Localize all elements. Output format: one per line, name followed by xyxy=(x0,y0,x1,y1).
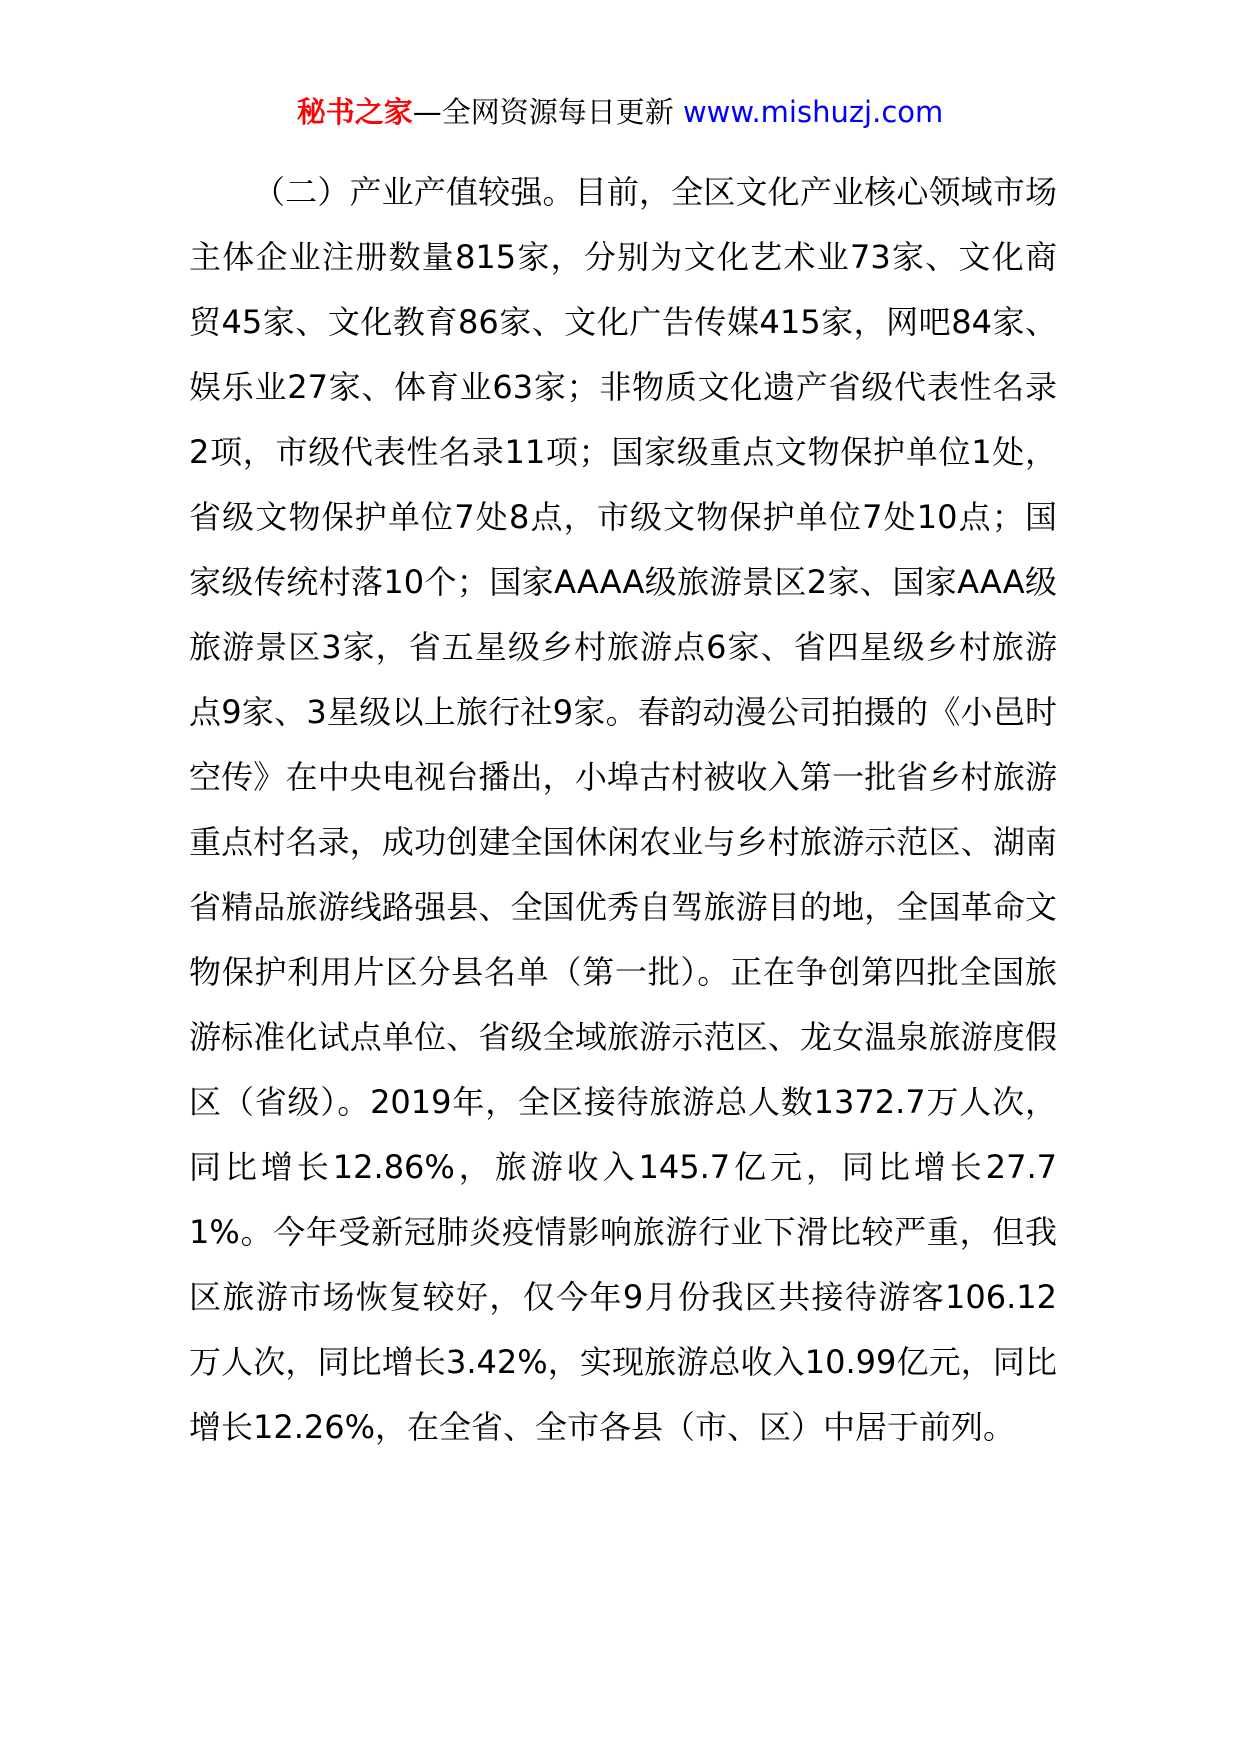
body-paragraph: （二）产业产值较强。目前，全区文化产业核心领域市场主体企业注册数量815家，分别为文化艺术业73家、文化商贸45家、文化教育86家、文化广告传媒415家，网吧84家、娱乐业27家、体育业63家；非物质文化遗产省级代表性名录2项，市级代表性名录11项；国家级重点文物保护单位1处，省级文物保护单位7处8点，市级文物保护单位7处10点；国家级传统村落10个；国家AAAA级旅游景区2家、国家AAA级旅游景区3家，省五星级乡村旅游点6家、省四星级乡村旅游点9家、3星级以上旅行社9家。春韵动漫公司拍摄的《小邑时空传》在中央电视台播出，小埠古村被收入第一批省乡村旅游重点村名录，成功创建全国休闲农业与乡村旅游示范区、湖南省精品旅游线路强县、全国优秀自驾旅游目的地，全国革命文物保护利用片区分县名单（第一批）。正在争创第四批全国旅游标准化试点单位、省级全域旅游示范区、龙女温泉旅游度假区（省级）。2019年，全区接待旅游总人数1372.7万人次，同比增长12.86%，旅游收入145.7亿元，同比增长27.71%。今年受新冠肺炎疫情影响旅游行业下滑比较严重，但我区旅游市场恢复较好，仅今年9月份我区共接待游客106.12万人次，同比增长3.42%，实现旅游总收入10.99亿元，同比增长12.26%，在全省、全市各县（市、区）中居于前列。 xyxy=(189,173,1057,1446)
page-header xyxy=(0,92,1240,132)
header-url-link[interactable]: www.mishuzj.com xyxy=(682,95,944,129)
header-tagline: —全网资源每日更新 xyxy=(412,95,683,129)
brand-name: 秘书之家 xyxy=(296,95,413,129)
